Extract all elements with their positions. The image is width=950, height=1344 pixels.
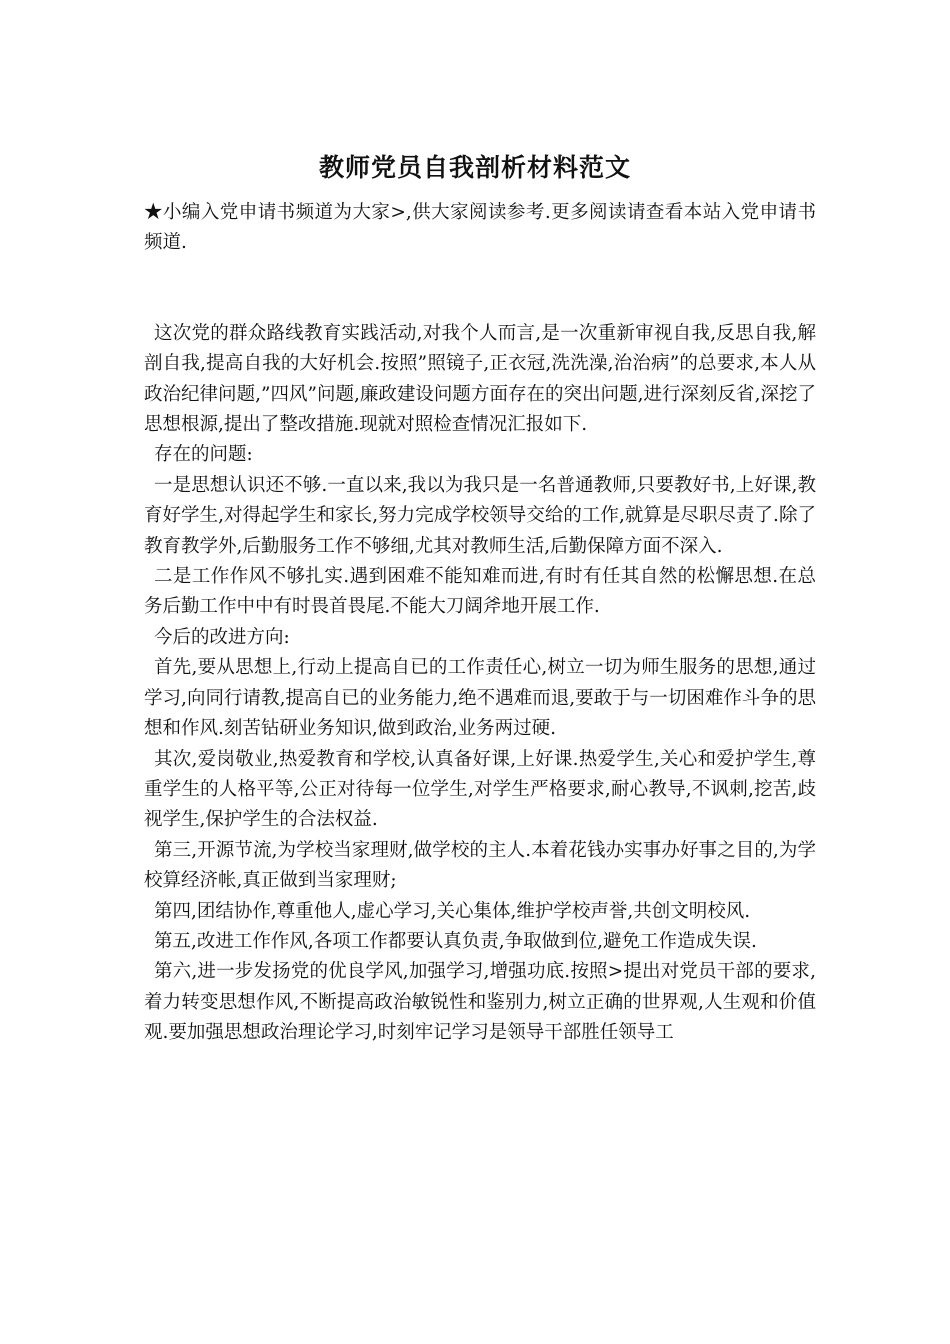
paragraph-9: 第六,进一步发扬党的优良学风,加强学习,增强功底.按照>提出对党员干部的要求,着力转变思想作风,不断提高政治敏锐性和鉴别力,树立正确的世界观,人生观和价值观.要加强思想政治理论学习,时刻牢记学习是领导干部胜任领导工 — [144, 961, 816, 1044]
paragraph-2: 一是思想认识还不够.一直以来,我以为我只是一名普通教师,只要教好书,上好课,教育好学生,对得起学生和家长,努力完成学校领导交给的工作,就算是尽职尽责了.除了教育教学外,后勤服务工作不够细,尤其对教师生活,后勤保障方面不深入. — [144, 474, 816, 557]
paragraph-5: 其次,爱岗敬业,热爱教育和学校,认真备好课,上好课.热爱学生,关心和爱护学生,尊重学生的人格平等,公正对待每一位学生,对学生严格要求,耐心教导,不讽刺,挖苦,歧视学生,保护学生的合法权益. — [144, 748, 816, 831]
paragraph-8: 第五,改进工作作风,各项工作都要认真负责,争取做到位,避免工作造成失误. — [154, 930, 757, 952]
paragraph-3: 二是工作作风不够扎实.遇到困难不能知难而进,有时有任其自然的松懈思想.在总务后勤工作中中有时畏首畏尾.不能大刀阔斧地开展工作. — [144, 566, 816, 618]
document-title: 教师党员自我剖析材料范文 — [318, 153, 631, 182]
paragraph-spacer — [144, 259, 816, 319]
section-heading-improvements: 今后的改进方向: — [154, 626, 290, 648]
section-heading-problems: 存在的问题: — [154, 444, 253, 466]
paragraph-6: 第三,开源节流,为学校当家理财,做学校的主人.本着花钱办实事办好事之目的,为学校算经济帐,真正做到当家理财; — [144, 839, 816, 892]
intro-paragraph: ★小编入党申请书频道为大家>,供大家阅读参考.更多阅读请查看本站入党申请书频道. — [144, 202, 816, 254]
paragraph-4: 首先,要从思想上,行动上提高自已的工作责任心,树立一切为师生服务的思想,通过学习,向同行请教,提高自已的业务能力,绝不遇难而退,要敢于与一切困难作斗争的思想和作风.刻苦钻研业务知识,做到政治,业务两过硬. — [144, 657, 816, 740]
document-body — [144, 198, 816, 1049]
paragraph-1: 这次党的群众路线教育实践活动,对我个人而言,是一次重新审视自我,反思自我,解剖自我,提高自我的大好机会.按照”照镜子,正衣冠,洗洗澡,治治病”的总要求,本人从政治纪律问题,”四风”问题,廉政建设问题方面存在的突出问题,进行深刻反省,深挖了思想根源,提出了整改措施.现就对照检查情况汇报如下. — [144, 322, 816, 436]
paragraph-7: 第四,团结协作,尊重他人,虚心学习,关心集体,维护学校声誉,共创文明校风. — [154, 900, 751, 922]
